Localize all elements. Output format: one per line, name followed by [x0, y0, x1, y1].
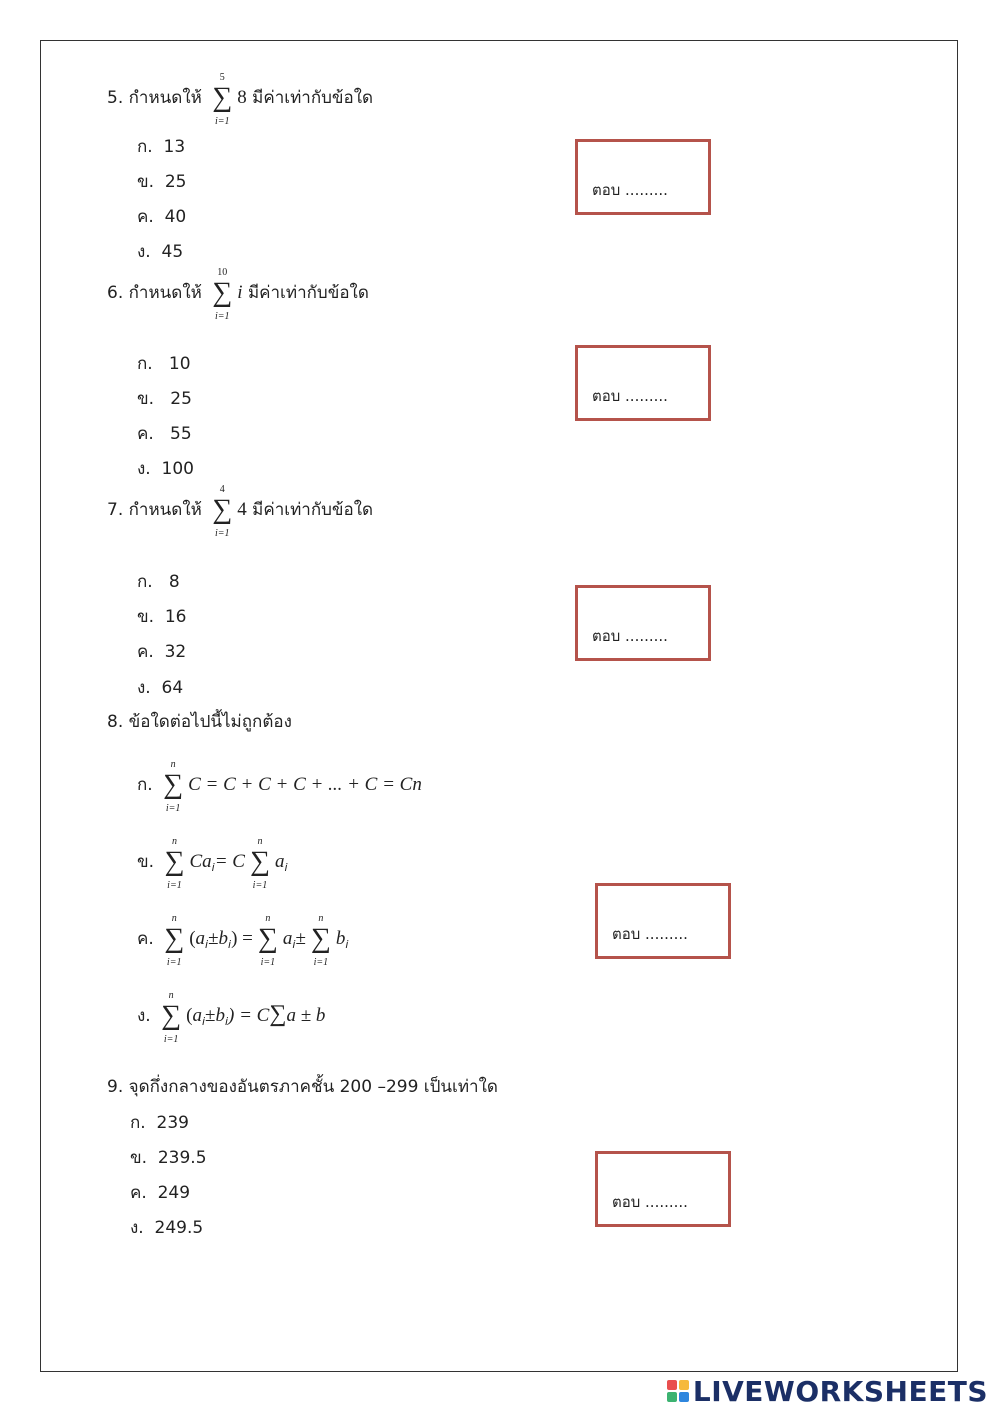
q9-option-c: ค. 249 [130, 1183, 191, 1203]
sigma-symbol: n ∑ i=1 [164, 836, 185, 891]
question-8: 8. ข้อใดต่อไปนี้ไม่ถูกต้อง [107, 712, 292, 732]
q8-option-d: ง. n ∑ i=1 $(a_i\pm b_i) = C\sum a \pm b$ [137, 990, 326, 1045]
sigma-symbol: 5 ∑ i=1 [209, 78, 235, 118]
sigma-symbol: n ∑ i=1 [163, 759, 184, 814]
answer-box-q8[interactable]: ตอบ ......... [595, 883, 731, 959]
q7-option-d: ง. 64 [137, 678, 184, 698]
q7-option-b: ข. 16 [137, 607, 187, 627]
sigma-symbol: 4 ∑ i=1 [209, 490, 235, 530]
q9-option-b: ข. 239.5 [130, 1148, 207, 1168]
question-7-prefix: 7. กำหนดให้ [107, 500, 202, 520]
question-6 [107, 267, 369, 322]
q9-option-d: ง. 249.5 [130, 1218, 204, 1238]
q7-option-a: ก. 8 [137, 572, 180, 592]
logo-squares-icon [667, 1380, 689, 1402]
q8-option-b: ข. n ∑ i=1 $Ca_i= C$ n ∑ i=1 $a_i$ [137, 836, 288, 891]
sum-upper: 10 [217, 267, 228, 278]
sum-lower: i=1 [214, 311, 230, 322]
answer-box-q6[interactable]: ตอบ ......... [575, 345, 711, 421]
liveworksheets-logo[interactable] [667, 1374, 988, 1408]
answer-box-q9[interactable]: ตอบ ......... [595, 1151, 731, 1227]
sum-lower: i=1 [214, 528, 230, 539]
sum-upper: 5 [219, 72, 225, 83]
question-6-prefix: 6. กำหนดให้ [107, 283, 202, 303]
question-5-prefix: 5. กำหนดให้ [107, 88, 202, 108]
sum-upper: 4 [219, 484, 225, 495]
sum-body: 8 [237, 87, 247, 108]
q5-option-b: ข. 25 [137, 172, 187, 192]
q6-option-c: ค. 55 [137, 424, 192, 444]
q5-option-d: ง. 45 [137, 242, 184, 262]
sigma-symbol: n ∑ i=1 [161, 990, 182, 1045]
q5-option-c: ค. 40 [137, 207, 187, 227]
sum-body: 4 [237, 499, 247, 520]
question-7-suffix: มีค่าเท่ากับข้อใด [252, 500, 374, 520]
q6-option-b: ข. 25 [137, 389, 192, 409]
q8-option-a: ก. n ∑ i=1 C = C + C + C + ... + C = Cn [137, 759, 422, 814]
question-5 [107, 72, 374, 127]
q6-option-d: ง. 100 [137, 459, 194, 479]
answer-box-q7[interactable]: ตอบ ......... [575, 585, 711, 661]
sigma-symbol: n ∑ i=1 [249, 836, 270, 891]
sigma-symbol: n ∑ i=1 [257, 913, 278, 968]
sigma-symbol: 10 ∑ i=1 [209, 273, 235, 313]
q8-option-c: ค. n ∑ i=1 $(a_i\pm b_i)$ = n ∑ i=1 $a_i\pm$ n ∑ i=1 $b_i$ [137, 913, 349, 968]
q8-a-formula: C = C + C + C + ... + C = Cn [188, 774, 422, 795]
question-7 [107, 484, 374, 539]
question-5-suffix: มีค่าเท่ากับข้อใด [252, 88, 374, 108]
question-6-suffix: มีค่าเท่ากับข้อใด [247, 283, 369, 303]
sigma-symbol: n ∑ i=1 [310, 913, 331, 968]
q5-option-a: ก. 13 [137, 137, 186, 157]
sigma-symbol: n ∑ i=1 [164, 913, 185, 968]
sum-body: i [237, 282, 243, 303]
q6-option-a: ก. 10 [137, 354, 191, 374]
answer-box-q5[interactable]: ตอบ ......... [575, 139, 711, 215]
q7-option-c: ค. 32 [137, 642, 187, 662]
logo-text: LIVEWORKSHEETS [692, 1374, 988, 1408]
question-9: 9. จุดกึ่งกลางของอันตรภาคชั้น 200 –299 เป็นเท่าใด [107, 1077, 498, 1097]
sum-lower: i=1 [214, 116, 230, 127]
q9-option-a: ก. 239 [130, 1113, 189, 1133]
